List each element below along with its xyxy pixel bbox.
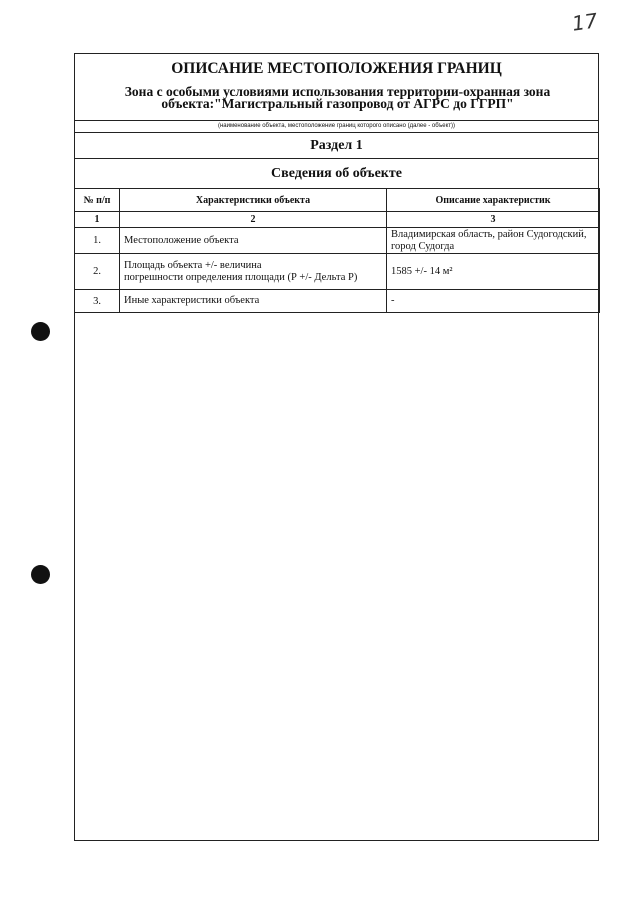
page-number: 17 [570, 8, 599, 36]
description-line: город Судогда [391, 240, 455, 252]
table-row [75, 290, 600, 313]
description-line: - [391, 295, 395, 306]
column-number-2: 2 [120, 212, 387, 228]
column-number-3: 3 [387, 212, 600, 228]
document-title: ОПИСАНИЕ МЕСТОПОЛОЖЕНИЯ ГРАНИЦ [171, 60, 502, 77]
row-description [387, 228, 600, 254]
header-number: № п/п [75, 189, 120, 212]
characteristic-line: Иные характеристики объекта [124, 295, 260, 306]
table-header-row [75, 189, 600, 212]
punch-hole-top [31, 322, 50, 341]
row-number: 1. [75, 228, 120, 254]
row-characteristic [120, 228, 387, 254]
row-characteristic [120, 254, 387, 290]
description-line: Владимирская область, район Судогодский, [391, 228, 587, 240]
document-subtitle [95, 86, 580, 110]
column-number-row [75, 212, 600, 228]
document-frame [74, 53, 599, 841]
object-properties-table [74, 188, 600, 313]
object-name-note: (наименование объекта, местоположение границ которого описано (далее - объект)) [75, 120, 598, 133]
characteristic-line: Местоположение объекта [124, 234, 239, 246]
table-row [75, 254, 600, 290]
row-characteristic [120, 290, 387, 313]
header-description: Описание характеристик [387, 189, 600, 212]
table-row [75, 228, 600, 254]
subtitle-line-1: Зона с особыми условиями использования территории-охранная зона [124, 84, 551, 99]
row-description [387, 290, 600, 313]
characteristic-line: погрешности определения площади (Р +/- Дельта Р) [124, 271, 358, 283]
punch-hole-bottom [31, 565, 50, 584]
section-label: Раздел 1 [75, 132, 598, 159]
section-info-title: Сведения об объекте [271, 166, 402, 181]
header-characteristic: Характеристики объекта [120, 189, 387, 212]
description-line: 1585 +/- 14 м² [391, 265, 453, 277]
row-number: 2. [75, 254, 120, 290]
column-number-1: 1 [75, 212, 120, 228]
characteristic-line: Площадь объекта +/- величина [124, 259, 262, 271]
row-number: 3. [75, 290, 120, 313]
row-description [387, 254, 600, 290]
subtitle-line-2: объекта:"Магистральный газопровод от АГРС до ГГРП" [161, 96, 514, 111]
